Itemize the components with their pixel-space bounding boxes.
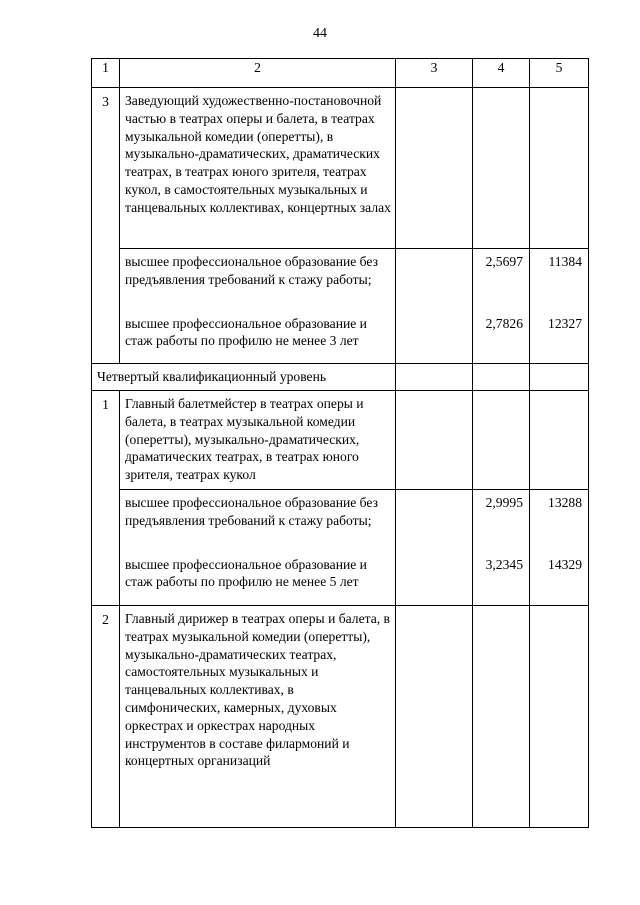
salary-cell <box>530 490 589 606</box>
condition-text: высшее профессиональное образование без предъявления требований к стажу работы; <box>125 495 378 528</box>
page-number: 44 <box>313 26 327 41</box>
row-number: 3 <box>92 88 120 364</box>
position-title: Главный балетмейстер в театрах оперы и балета, в театрах музыкальной комедии (оперетты), музыкально-драматических, драматических театрах, в театрах юного зрителя, театрах кукол <box>120 391 396 490</box>
empty-cell <box>473 606 530 828</box>
row-number: 2 <box>92 606 120 828</box>
empty-cell <box>396 606 473 828</box>
header-cell: 2 <box>120 59 396 88</box>
table-row <box>92 249 589 364</box>
salary-table <box>91 58 589 828</box>
empty-cell <box>473 391 530 490</box>
position-title: Заведующий художественно-постановочной частью в театрах оперы и балета, в театрах музыкальной комедии (оперетты), в музыкально-драматических, драматических театрах, в театрах юного зрителя, театрах кукол, в самостоятельных музыкальных и танцевальных коллективах, концертных залах <box>120 88 396 249</box>
salary-value: 11384 <box>548 254 582 269</box>
coefficient-value: 2,9995 <box>485 495 523 510</box>
salary-value: 12327 <box>548 315 582 331</box>
coefficient-value: 2,5697 <box>485 254 523 269</box>
empty-cell <box>473 88 530 249</box>
empty-cell <box>396 391 473 490</box>
empty-cell <box>530 88 589 249</box>
empty-cell <box>396 249 473 364</box>
condition-text: высшее профессиональное образование без предъявления требований к стажу работы; <box>125 254 378 287</box>
qualification-level-heading: Четвертый квалификационный уровень <box>92 364 396 391</box>
coefficient-value: 2,7826 <box>485 315 523 331</box>
row-number: 1 <box>92 391 120 606</box>
empty-cell <box>396 88 473 249</box>
condition-text: высшее профессиональное образование и стаж работы по профилю не менее 5 лет <box>125 556 367 590</box>
table-row <box>92 391 589 490</box>
table-row <box>92 364 589 391</box>
header-cell: 5 <box>530 59 589 88</box>
table-row <box>92 606 589 828</box>
empty-cell <box>396 490 473 606</box>
header-cell: 4 <box>473 59 530 88</box>
empty-cell <box>530 606 589 828</box>
header-cell: 1 <box>92 59 120 88</box>
empty-cell <box>473 364 530 391</box>
table-row <box>92 490 589 606</box>
conditions-cell <box>120 249 396 364</box>
position-title: Главный дирижер в театрах оперы и балета, в театрах музыкальной комедии (оперетты), музыкально-драматических театрах, самостоятельных музыкальных и танцевальных коллективах, в симфонических, камерных, духовых оркестрах и оркестрах народных инструментов в составе филармоний и концертных организаций <box>120 606 396 828</box>
table-header-row <box>92 59 589 88</box>
salary-value: 13288 <box>548 495 582 510</box>
coefficient-value: 3,2345 <box>485 556 523 572</box>
empty-cell <box>396 364 473 391</box>
salary-cell <box>530 249 589 364</box>
empty-cell <box>530 364 589 391</box>
header-cell: 3 <box>396 59 473 88</box>
coefficient-cell <box>473 490 530 606</box>
condition-text: высшее профессиональное образование и стаж работы по профилю не менее 3 лет <box>125 315 367 349</box>
empty-cell <box>530 391 589 490</box>
salary-value: 14329 <box>548 556 582 572</box>
table-row <box>92 88 589 249</box>
coefficient-cell <box>473 249 530 364</box>
conditions-cell <box>120 490 396 606</box>
